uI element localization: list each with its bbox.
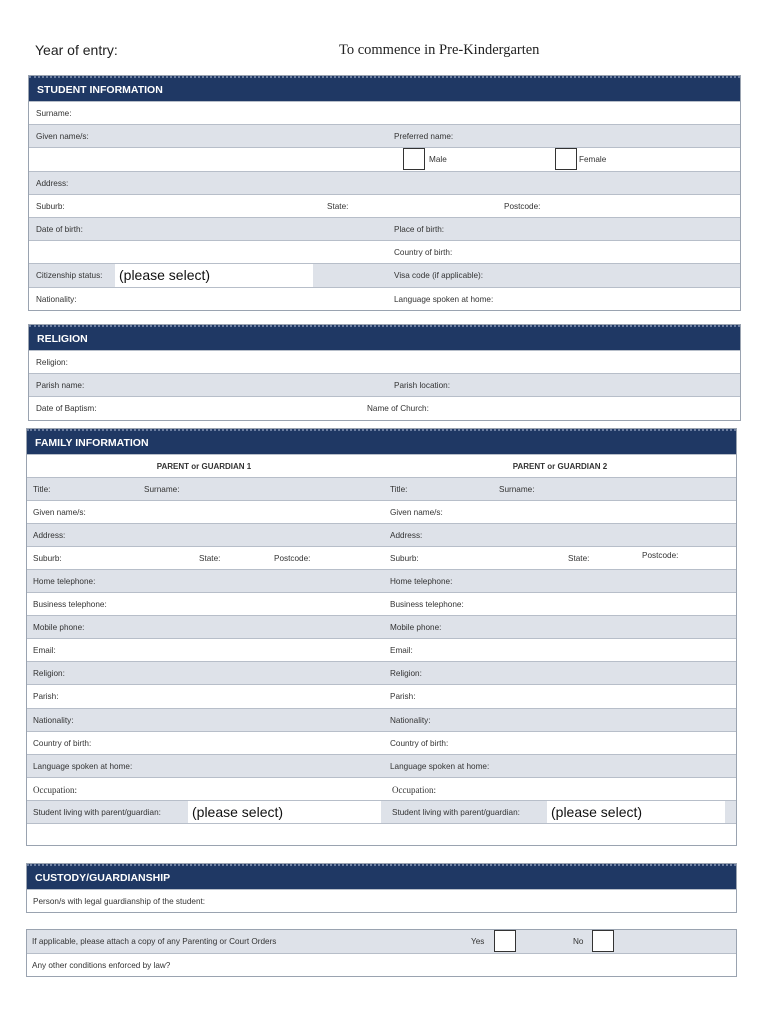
religion-section (28, 324, 741, 421)
place-of-birth-label: Place of birth: (394, 224, 445, 234)
yes-label: Yes (471, 937, 485, 946)
yes-checkbox[interactable] (494, 930, 516, 952)
home-tel-row[interactable] (27, 569, 736, 592)
baptism-row[interactable] (29, 396, 740, 419)
parish-row[interactable] (29, 373, 740, 396)
g2-language-label: Language spoken at home: (390, 761, 490, 771)
student-information-header: STUDENT INFORMATION (29, 76, 740, 101)
occupation-row[interactable] (27, 777, 736, 800)
g2-country-of-birth-label: Country of birth: (390, 738, 449, 748)
guardian1-header: PARENT or GUARDIAN 1 (156, 462, 252, 471)
g1-business-tel-label: Business telephone: (33, 600, 107, 610)
g2-student-living-select[interactable] (547, 801, 725, 823)
religion-label: Religion: (36, 358, 68, 367)
visa-code-label: Visa code (if applicable): (394, 271, 484, 281)
student-living-row (27, 800, 736, 823)
language-home-label: Language spoken at home: (394, 294, 494, 304)
g2-student-living-label: Student living with parent/guardian: (392, 807, 520, 817)
year-of-entry-label: Year of entry: (35, 42, 118, 58)
citizenship-status-select[interactable] (115, 264, 313, 286)
business-tel-row[interactable] (27, 592, 736, 615)
address-row[interactable] (29, 171, 740, 194)
dob-row[interactable] (29, 217, 740, 240)
g2-state-label: State: (568, 554, 590, 564)
no-checkbox[interactable] (592, 930, 614, 952)
g1-student-living-select[interactable] (188, 801, 381, 823)
surname-label: Surname: (36, 109, 72, 118)
other-conditions-row[interactable] (27, 953, 736, 976)
name-of-church-label: Name of Church: (367, 404, 429, 414)
postcode-label: Postcode: (504, 201, 541, 211)
family-information-section (26, 428, 737, 846)
g1-surname-label: Surname: (144, 485, 180, 495)
g1-nationality-label: Nationality: (33, 715, 74, 725)
country-of-birth-row[interactable] (29, 240, 740, 263)
g1-parish-label: Parish: (33, 692, 59, 702)
nationality-row[interactable] (27, 708, 736, 731)
g1-title-label: Title: (33, 485, 51, 495)
g2-nationality-label: Nationality: (390, 715, 431, 725)
g2-postcode-label: Postcode: (642, 551, 679, 561)
country-of-birth-row[interactable] (27, 731, 736, 754)
g1-country-of-birth-label: Country of birth: (33, 738, 92, 748)
religion-header: RELIGION (29, 325, 740, 350)
g1-postcode-label: Postcode: (274, 554, 311, 564)
suburb-row[interactable] (27, 546, 736, 569)
suburb-label: Suburb: (36, 201, 65, 211)
email-row[interactable] (27, 638, 736, 661)
g1-language-label: Language spoken at home: (33, 761, 133, 771)
citizenship-row (29, 263, 740, 286)
language-row[interactable] (27, 754, 736, 777)
court-orders-row (27, 930, 736, 953)
country-of-birth-label: Country of birth: (394, 248, 453, 258)
legal-guardianship-row[interactable] (27, 889, 736, 912)
female-checkbox[interactable] (555, 148, 577, 170)
nationality-row[interactable] (29, 287, 740, 310)
g2-address-label: Address: (390, 531, 423, 541)
g1-student-living-value: (please select) (192, 803, 284, 820)
g2-parish-label: Parish: (390, 692, 416, 702)
g2-mobile-label: Mobile phone: (390, 623, 442, 633)
citizenship-status-label: Citizenship status: (36, 271, 103, 281)
suburb-row[interactable] (29, 194, 740, 217)
surname-row[interactable] (29, 101, 740, 124)
address-label: Address: (36, 178, 69, 188)
given-names-row[interactable] (29, 124, 740, 147)
religion-row[interactable] (29, 350, 740, 373)
commence-label: To commence in Pre-Kindergarten (339, 42, 540, 58)
guardian2-header: PARENT or GUARDIAN 2 (512, 462, 608, 471)
male-label: Male (429, 155, 447, 165)
g1-suburb-label: Suburb: (33, 554, 62, 564)
g2-email-label: Email: (390, 646, 413, 656)
preferred-name-label: Preferred name: (394, 132, 454, 142)
g1-occupation-label: Occupation: (33, 784, 77, 795)
g1-given-names-label: Given name/s: (33, 508, 86, 518)
g2-title-label: Title: (390, 485, 408, 495)
family-blank-row (27, 823, 736, 845)
g2-religion-label: Religion: (390, 669, 422, 679)
g1-address-label: Address: (33, 531, 66, 541)
g1-email-label: Email: (33, 646, 56, 656)
g1-mobile-label: Mobile phone: (33, 623, 85, 633)
g2-surname-label: Surname: (499, 485, 535, 495)
state-label: State: (327, 201, 349, 211)
given-names-row[interactable] (27, 500, 736, 523)
parish-name-label: Parish name: (36, 381, 85, 391)
g2-student-living-value: (please select) (551, 803, 643, 820)
religion-row[interactable] (27, 661, 736, 684)
no-label: No (573, 937, 584, 946)
court-orders-label: If applicable, please attach a copy of any Parenting or Court Orders (32, 937, 277, 946)
parish-location-label: Parish location: (394, 381, 450, 391)
male-checkbox[interactable] (403, 148, 425, 170)
court-orders-section (26, 929, 737, 977)
g2-given-names-label: Given name/s: (390, 508, 443, 518)
custody-header: CUSTODY/GUARDIANSHIP (27, 864, 736, 889)
female-label: Female (579, 155, 607, 165)
mobile-row[interactable] (27, 615, 736, 638)
family-information-header: FAMILY INFORMATION (27, 429, 736, 454)
g1-religion-label: Religion: (33, 669, 65, 679)
student-information-section (28, 75, 741, 311)
citizenship-status-value: (please select) (119, 267, 211, 284)
title-row[interactable] (27, 477, 736, 500)
date-of-baptism-label: Date of Baptism: (36, 404, 97, 414)
g2-business-tel-label: Business telephone: (390, 600, 464, 610)
custody-section (26, 863, 737, 913)
gender-row (29, 147, 740, 170)
nationality-label: Nationality: (36, 294, 77, 304)
parish-row[interactable] (27, 684, 736, 707)
address-row[interactable] (27, 523, 736, 546)
g2-home-tel-label: Home telephone: (390, 577, 453, 587)
g1-state-label: State: (199, 554, 221, 564)
g1-student-living-label: Student living with parent/guardian: (33, 807, 161, 817)
other-conditions-label: Any other conditions enforced by law? (32, 961, 171, 971)
given-names-label: Given name/s: (36, 132, 89, 142)
g2-occupation-label: Occupation: (392, 784, 436, 795)
guardian-headers-row (27, 454, 736, 477)
dob-label: Date of birth: (36, 224, 83, 234)
legal-guardianship-label: Person/s with legal guardianship of the student: (33, 897, 206, 906)
g2-suburb-label: Suburb: (390, 554, 419, 564)
g1-home-tel-label: Home telephone: (33, 577, 96, 587)
